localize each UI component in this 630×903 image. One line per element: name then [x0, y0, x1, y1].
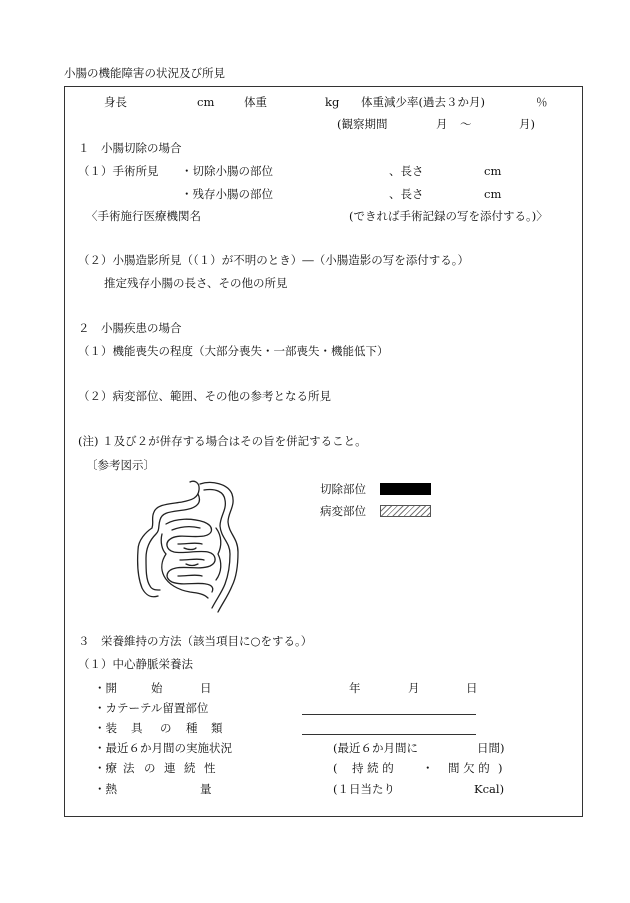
continuity-label-c1: ・療	[94, 761, 117, 775]
page-title: 小腸の機能障害の状況及び所見	[64, 66, 225, 80]
device-label-c2: 具	[131, 721, 143, 735]
remaining-length-unit: cm	[484, 187, 502, 201]
calorie-open: (１日当たり	[333, 782, 395, 796]
observation-month-end: 月)	[519, 117, 535, 131]
continuity-option-intermittent: 間 欠 的	[448, 761, 490, 775]
surgery-record-note: (できれば手術記録の写を添付する。)〉	[349, 209, 548, 223]
height-label: 身長	[104, 95, 127, 109]
section3-title: ３ 栄養維持の方法（該当項目に○をする。）	[78, 634, 313, 648]
continuity-open-paren: (	[333, 761, 338, 775]
calorie-label-c2: 量	[200, 782, 212, 796]
weight-loss-rate-unit: ％	[536, 95, 548, 109]
continuity-label-c6: 性	[204, 761, 216, 775]
weight-unit: kg	[325, 95, 340, 109]
continuity-label-c3: の	[144, 761, 156, 775]
start-date-label-c3: 日	[200, 681, 212, 695]
section3-subtitle: （１）中心静脈栄養法	[78, 657, 193, 671]
continuity-label-c5: 続	[184, 761, 196, 775]
legend-lesion-label: 病変部位	[320, 504, 366, 518]
device-label-c5: 類	[211, 721, 223, 735]
continuity-close-paren: )	[498, 761, 503, 775]
resected-length-unit: cm	[484, 164, 502, 178]
weight-loss-rate-label: 体重減少率(過去３か月)	[361, 95, 485, 109]
legend-resected-label: 切除部位	[320, 482, 366, 496]
imaging-findings-title: （２）小腸造影所見（（１）が不明のとき）―（小腸造影の写を添付する。）	[78, 253, 469, 267]
height-unit: cm	[197, 95, 215, 109]
observation-period-open: (観察期間	[337, 117, 388, 131]
start-date-label-c2: 始	[151, 681, 163, 695]
device-label-c4: 種	[186, 721, 198, 735]
section2-title: ２ 小腸疾患の場合	[78, 321, 182, 335]
continuity-separator: ・	[422, 761, 434, 775]
device-label-c3: の	[160, 721, 172, 735]
section1-title: １ 小腸切除の場合	[78, 141, 182, 155]
recent-days-close: 日間)	[477, 741, 505, 755]
surgery-findings-label: （１）手術所見	[78, 164, 159, 178]
start-date-month: 月	[408, 681, 420, 695]
legend-lesion-swatch	[380, 505, 431, 517]
observation-tilde: ～	[460, 117, 472, 131]
recent-status-label: ・最近６か月間の実施状況	[94, 741, 232, 755]
catheter-site-label: ・カテーテル留置部位	[94, 701, 209, 715]
remaining-site-label: ・残存小腸の部位	[181, 187, 273, 201]
continuity-label-c2: 法	[123, 761, 135, 775]
legend-resected-swatch	[380, 483, 431, 495]
observation-month-start: 月	[436, 117, 448, 131]
resected-length-label: 、長さ	[389, 164, 424, 178]
device-type-line	[302, 734, 476, 735]
calorie-unit: Kcal)	[474, 782, 505, 796]
weight-label: 体重	[244, 95, 267, 109]
start-date-label-c1: ・開	[94, 681, 117, 695]
coexist-note: (注) １及び２が併存する場合はその旨を併記すること。	[78, 434, 367, 448]
continuity-option-continuous: 持 続 的	[352, 761, 394, 775]
remaining-length-label: 、長さ	[389, 187, 424, 201]
device-label-c1: ・装	[94, 721, 117, 735]
catheter-site-line	[302, 714, 476, 715]
lesion-findings: （２）病変部位、範囲、その他の参考となる所見	[78, 389, 331, 403]
function-loss-degree: （１）機能喪失の程度（大部分喪失・一部喪失・機能低下）	[78, 344, 389, 358]
start-date-day: 日	[466, 681, 478, 695]
resected-site-label: ・切除小腸の部位	[181, 164, 273, 178]
calorie-label-c1: ・熱	[94, 782, 117, 796]
intestine-diagram	[132, 478, 257, 613]
start-date-year: 年	[349, 681, 361, 695]
imaging-findings-detail: 推定残存小腸の長さ、その他の所見	[104, 276, 288, 290]
institution-label: 〈手術施行医療機関名	[86, 209, 201, 223]
continuity-label-c4: 連	[164, 761, 176, 775]
reference-title: 〔参考図示〕	[86, 458, 155, 472]
recent-days-open: (最近６か月間に	[333, 741, 418, 755]
